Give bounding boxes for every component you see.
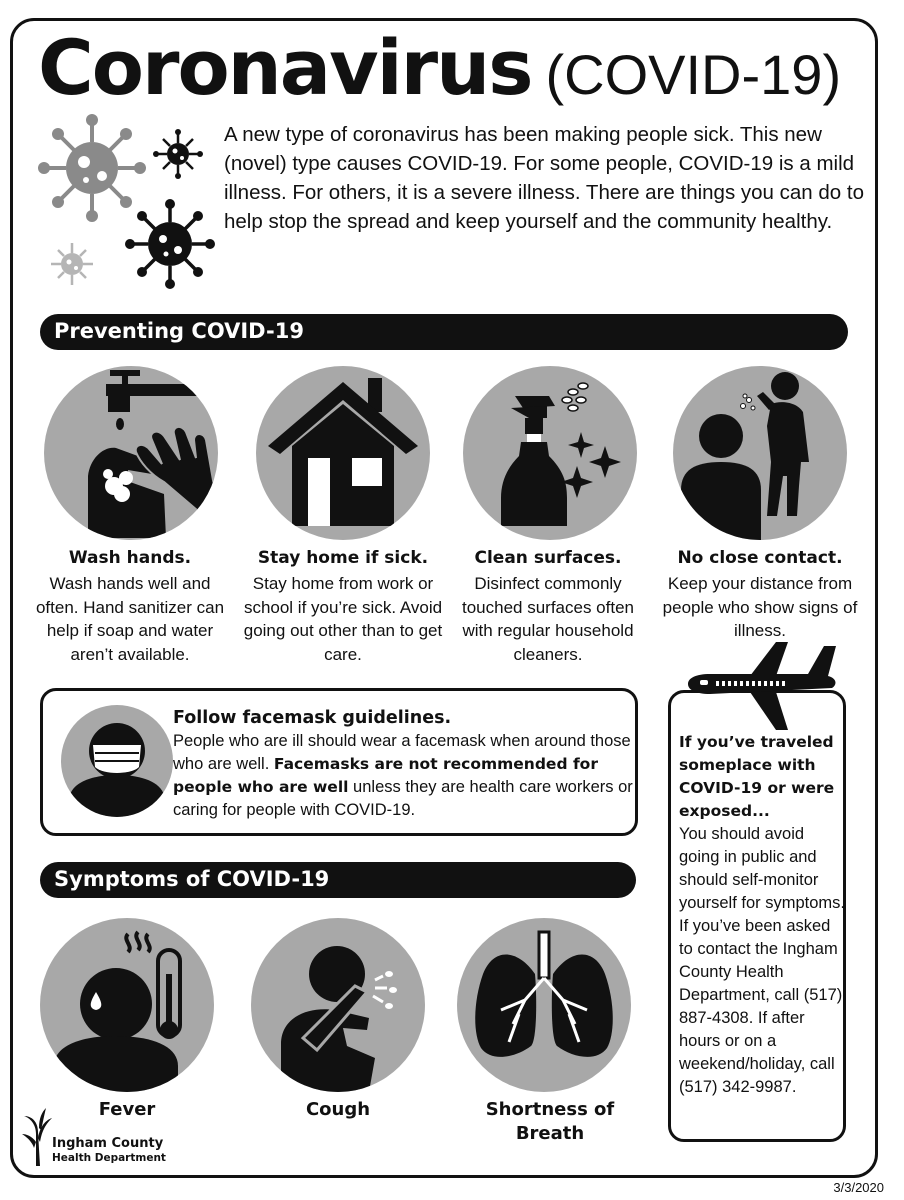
logo-line-2: Health Department (52, 1152, 166, 1164)
clean-surfaces-column (448, 548, 648, 666)
facemask-bold: Facemasks are not recommended for people who are well (173, 755, 598, 796)
wash-hands-title: Wash hands. (68, 548, 192, 568)
clean-surfaces-body: Disinfect commonly touched surfaces often with regular household cleaners. (461, 574, 634, 664)
wash-hands-column (30, 548, 230, 666)
house-icon (256, 366, 430, 540)
breath-label: Shortness of Breath (485, 1099, 615, 1144)
facemask-body-1: People who are ill should wear a facemask when around those who are well. (173, 732, 631, 773)
symptoms-section-header (40, 862, 636, 898)
title-main: Coronavirus (38, 23, 532, 112)
poster-date: 3/3/2020 (833, 1180, 884, 1195)
facemask-title: Follow facemask guidelines. (173, 708, 452, 728)
intro-paragraph: A new type of coronavirus has been making people sick. This new (novel) type causes COVID-19. For some people, COVID-19 is a mild illness. For others, it is a severe illness. There are things you can do to help stop the spread and keep yourself and the community healthy. (224, 123, 864, 233)
facemask-box (40, 688, 638, 836)
facemask-icon (61, 705, 173, 817)
spray-bottle-icon (463, 366, 637, 540)
wash-hands-body: Wash hands well and often. Hand sanitizer can help if soap and water aren’t available. (35, 574, 225, 664)
cough-label: Cough (305, 1099, 371, 1120)
facemask-body-2: unless they are health care workers or caring for people with COVID-19. (173, 778, 633, 819)
cough-icon (251, 918, 425, 1092)
symptoms-heading: Symptoms of COVID-19 (54, 867, 330, 891)
ingham-logo-text (52, 1137, 166, 1165)
logo-line-1: Ingham County (52, 1136, 164, 1151)
fever-label: Fever (98, 1099, 156, 1120)
no-contact-column (660, 548, 860, 643)
travel-title: If you’ve traveled someplace with COVID-19 or were exposed... (679, 733, 835, 820)
travel-body: You should avoid going in public and should self-monitor yourself for symptoms. If you’ve been asked to contact the Ingham County Health Department, call (517) 887-4308. If after hours or on a weekend/holiday, call (517) 342-9987. (679, 825, 845, 1096)
no-contact-title: No close contact. (677, 548, 843, 568)
preventing-heading: Preventing COVID-19 (54, 319, 304, 343)
wash-hands-icon (44, 366, 218, 540)
travel-box (668, 690, 846, 1142)
no-contact-body: Keep your distance from people who show signs of illness. (662, 574, 858, 640)
ingham-logo-icon (22, 1108, 54, 1166)
title-sub: (COVID-19) (545, 43, 842, 106)
facemask-text (173, 707, 633, 822)
distance-icon (673, 366, 847, 540)
fever-icon (40, 918, 214, 1092)
stay-home-column (243, 548, 443, 666)
stay-home-body: Stay home from work or school if you’re sick. Avoid going out other than to get care. (243, 574, 443, 664)
page-title (38, 23, 842, 112)
airplane-icon (680, 642, 840, 732)
preventing-section-header (40, 314, 848, 350)
virus-cluster-icon (28, 106, 218, 296)
lungs-icon (457, 918, 631, 1092)
clean-surfaces-title: Clean surfaces. (474, 548, 622, 568)
stay-home-title: Stay home if sick. (257, 548, 429, 568)
